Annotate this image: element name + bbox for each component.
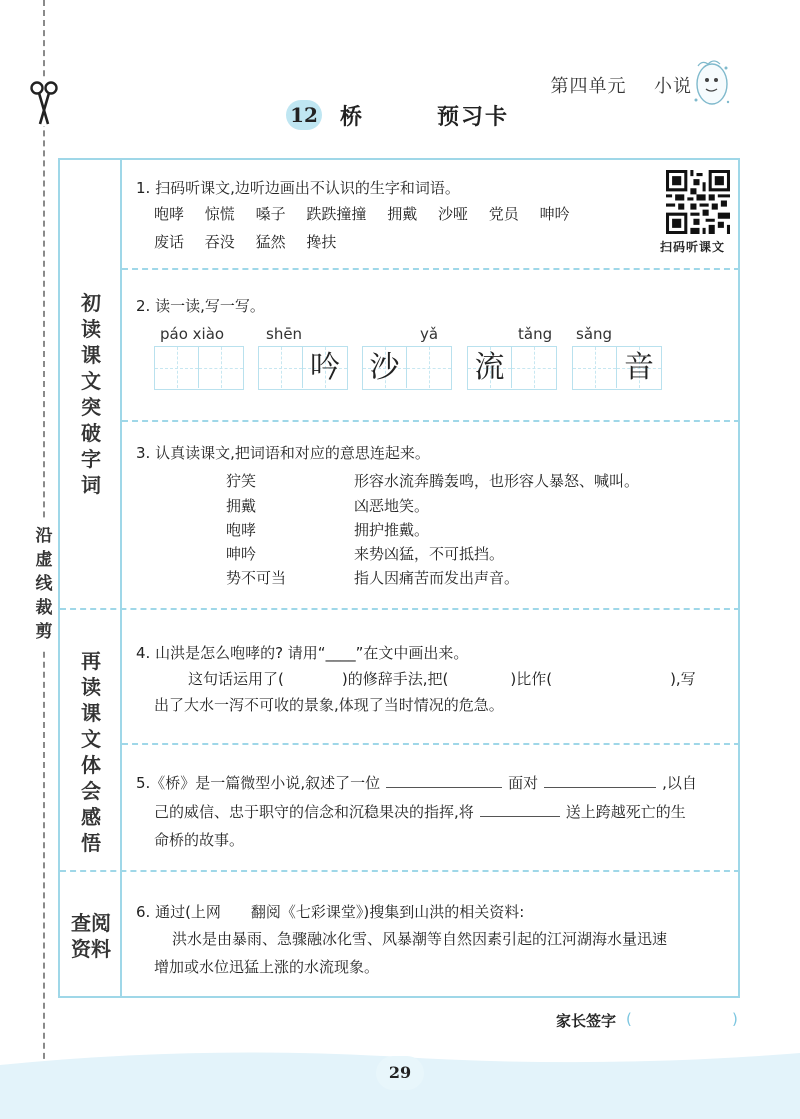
scissors-icon: [28, 80, 60, 126]
word: 咆哮: [154, 205, 185, 223]
word: 沙哑: [437, 205, 468, 223]
q1-words-row1: [154, 204, 586, 224]
unit-name: 第四单元: [550, 76, 627, 97]
pinyin-shen: shēn: [266, 325, 303, 343]
writing-grid-3[interactable]: [362, 346, 452, 390]
qr-caption: 扫码听课文: [660, 240, 726, 254]
match-left-item[interactable]: 狞笑: [226, 472, 257, 490]
word: 搀扶: [306, 233, 337, 251]
signature-paren-open[interactable]: (: [626, 1010, 632, 1028]
parent-signature-label: 家长签字: [556, 1012, 617, 1030]
q5-line2: 己的威信、忠于职守的信念和沉稳果决的指挥,将 送上跨越死亡的生: [154, 803, 686, 821]
card-title: 预习卡: [437, 105, 510, 130]
writing-cell[interactable]: [573, 347, 617, 388]
writing-grid-5[interactable]: [572, 346, 662, 390]
answer-blank[interactable]: [386, 773, 502, 788]
writing-cell: [303, 347, 347, 388]
lesson-number-badge: 12: [286, 100, 322, 130]
q4-prompt: 4. 山洪是怎么咆哮的? 请用“____”在文中画出来。: [136, 644, 469, 662]
pinyin-paoxiao: páo xiào: [160, 325, 225, 343]
divider-q1: [122, 268, 740, 270]
match-right-item[interactable]: 来势凶猛，不可抵挡。: [354, 545, 505, 563]
answer-blank[interactable]: [480, 802, 560, 817]
match-right-item[interactable]: 拥护推戴。: [354, 521, 430, 539]
writing-grid-2[interactable]: [258, 346, 348, 390]
divider-q4: [122, 743, 740, 745]
qr-code-icon[interactable]: [666, 170, 730, 234]
writing-grid-1[interactable]: [154, 346, 244, 390]
q4-line2: 出了大水一泻不可收的景象,体现了当时情况的危急。: [154, 696, 504, 714]
match-right-item[interactable]: 指人因痛苦而发出声音。: [354, 569, 520, 587]
q6-line2: 增加或水位迅猛上涨的水流现象。: [154, 958, 380, 976]
q1-prompt: 1. 扫码听课文,边听边画出不认识的生字和词语。: [136, 179, 460, 197]
writing-cell: [468, 347, 512, 388]
word: 废话: [154, 233, 185, 251]
grid-char: 流: [474, 350, 505, 385]
cartoon-mascot-icon: [690, 56, 734, 116]
grid-char: 音: [624, 350, 654, 385]
answer-blank[interactable]: [544, 773, 656, 788]
writing-cell[interactable]: [512, 347, 556, 388]
word: 跌跌撞撞: [306, 205, 367, 223]
word: 惊慌: [204, 205, 235, 223]
pinyin-ya: yǎ: [420, 325, 439, 343]
pinyin-tang: tǎng: [518, 325, 553, 343]
word: 呻吟: [539, 205, 570, 223]
match-left-item[interactable]: 势不可当: [226, 569, 287, 587]
q3-prompt: 3. 认真读课文,把词语和对应的意思连起来。: [136, 444, 430, 462]
q5-line1: 5.《桥》是一篇微型小说,叙述了一位 面对 ,以自: [136, 774, 697, 792]
word: 党员: [488, 205, 519, 223]
page-number: 29: [376, 1056, 424, 1090]
writing-cell[interactable]: [407, 347, 451, 388]
writing-cell: [363, 347, 407, 388]
match-right-item[interactable]: 形容水流奔腾轰鸣，也形容人暴怒、喊叫。: [354, 472, 640, 490]
divider-section2: [60, 870, 740, 872]
grid-char: 吟: [310, 350, 340, 385]
q6-line1: 洪水是由暴雨、急骤融冰化雪、风暴潮等自然因素引起的江河湖海水量迅速: [172, 930, 668, 948]
divider-q2: [122, 420, 740, 422]
writing-grid-4[interactable]: [467, 346, 557, 390]
divider-section1: [60, 608, 740, 610]
match-left-item[interactable]: 呻吟: [226, 545, 257, 563]
q1-words-row2: [154, 232, 352, 252]
match-right-item[interactable]: 凶恶地笑。: [354, 497, 430, 515]
section-label-second-reading: 再读课文 体会感悟: [81, 649, 101, 855]
match-left-item[interactable]: 咆哮: [226, 521, 257, 539]
q4-line1: 这句话运用了( )的修辞手法,把( )比作( ),写: [188, 670, 696, 688]
grid-char: 沙: [369, 350, 400, 385]
genre-name: 小说: [654, 76, 692, 97]
word: 猛然: [255, 233, 286, 251]
writing-cell[interactable]: [155, 347, 199, 388]
q5-line3: 命桥的故事。: [154, 831, 245, 849]
section-label-research: 查阅资料: [71, 911, 111, 961]
writing-cell: [617, 347, 661, 388]
q6-prompt: 6. 通过(上网 翻阅《七彩课堂》)搜集到山洪的相关资料:: [136, 903, 525, 921]
lesson-title: 桥: [340, 105, 363, 130]
signature-paren-close: ): [732, 1010, 738, 1028]
pinyin-sang: sǎng: [576, 325, 613, 343]
unit-heading: [551, 72, 692, 98]
match-left-item[interactable]: 拥戴: [226, 497, 257, 515]
word: 嗓子: [255, 205, 286, 223]
word: 吞没: [204, 233, 235, 251]
writing-cell[interactable]: [199, 347, 243, 388]
q2-prompt: 2. 读一读,写一写。: [136, 297, 265, 315]
section-label-first-reading: 初读课文 突破字词: [81, 291, 101, 497]
cut-label: 沿虚线裁剪: [31, 520, 57, 648]
writing-cell[interactable]: [259, 347, 303, 388]
word: 拥戴: [387, 205, 418, 223]
